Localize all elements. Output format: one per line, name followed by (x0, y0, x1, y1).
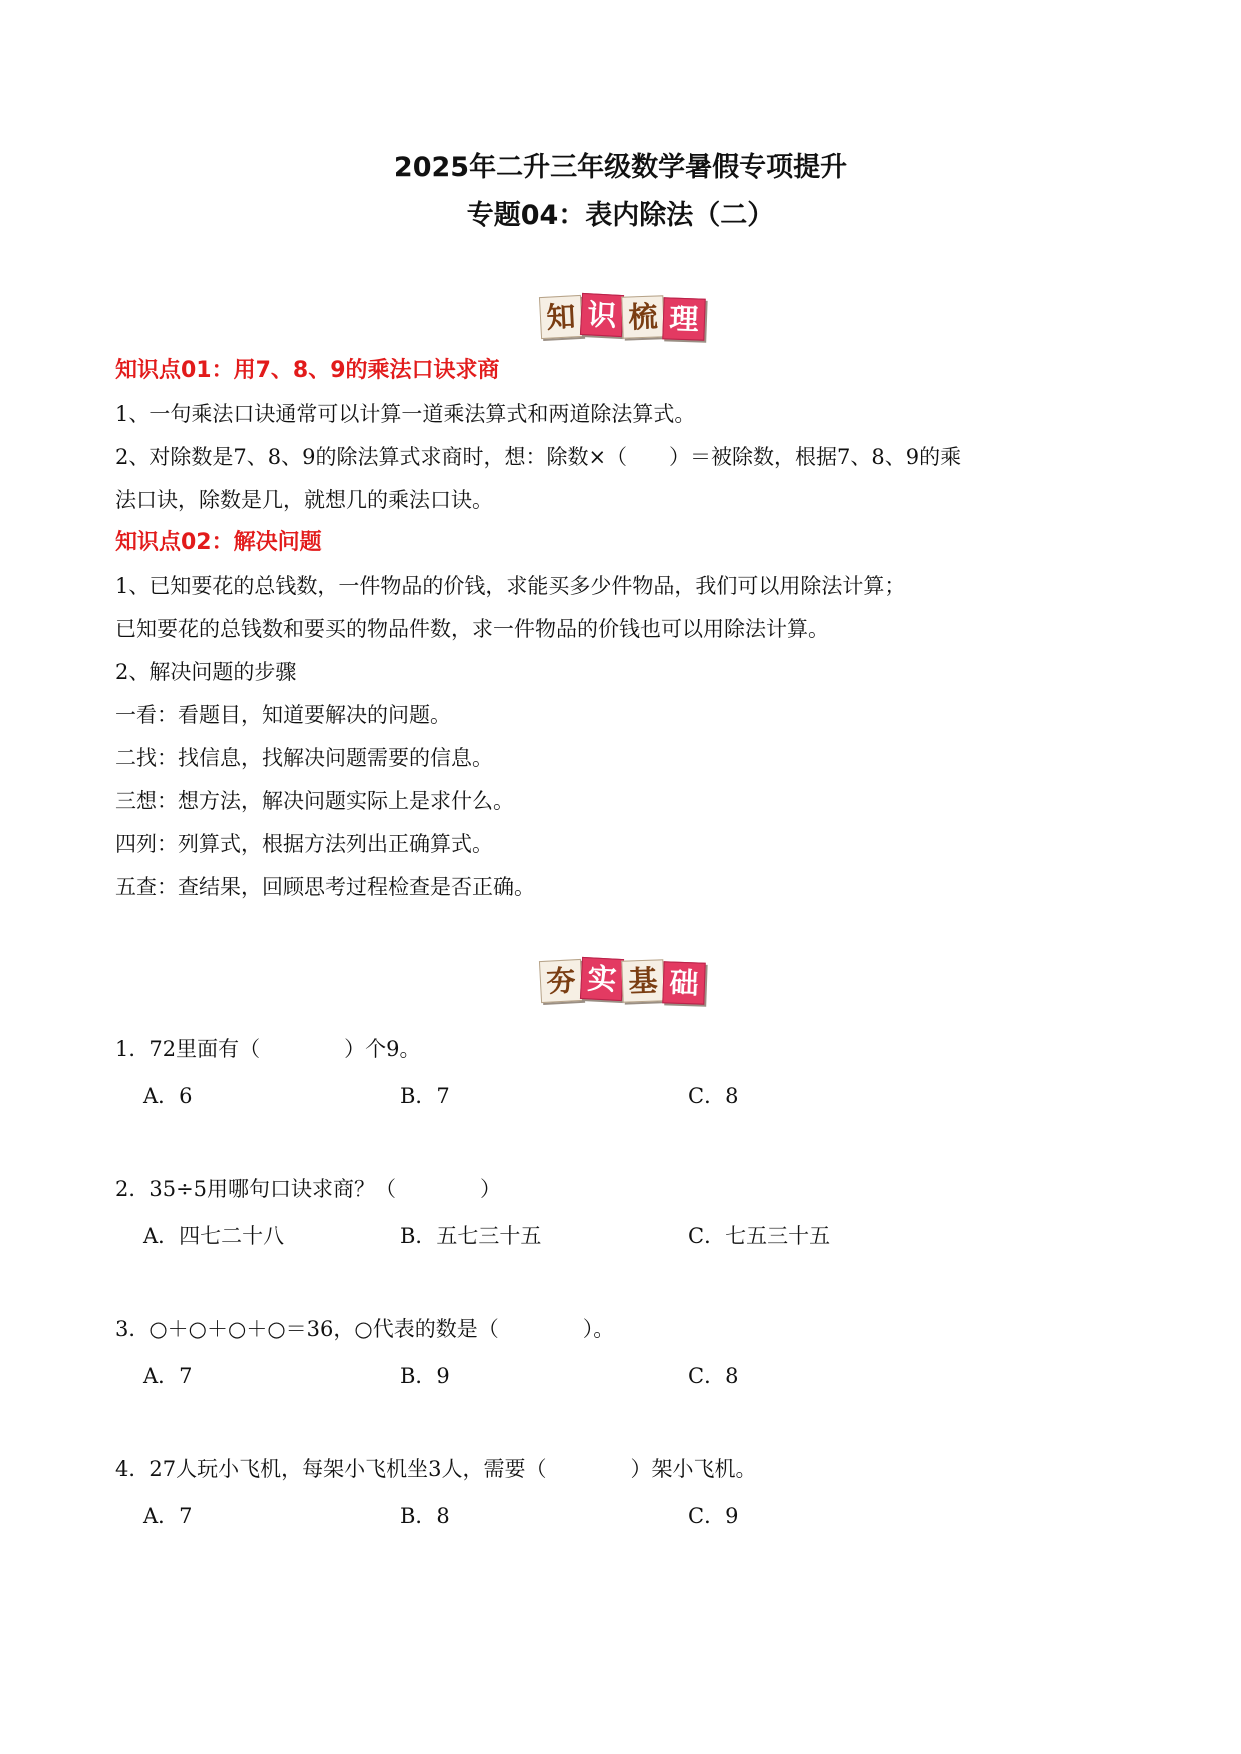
question-2-option-b[interactable]: B．五七三十五 (400, 1224, 542, 1248)
document-subtitle: 专题04：表内除法（二） (466, 200, 775, 231)
question-4-option-a[interactable]: A．7 (143, 1504, 193, 1528)
question-3-option-a[interactable]: A．7 (143, 1364, 193, 1388)
question-1: 1．72里面有（ ）个9。 (115, 1037, 421, 1061)
knowledge-line: 1、一句乘法口诀通常可以计算一道乘法算式和两道除法算式。 (115, 402, 696, 426)
question-1-option-c[interactable]: C．8 (688, 1084, 739, 1108)
question-4: 4．27人玩小飞机，每架小飞机坐3人，需要（ ）架小飞机。 (115, 1457, 757, 1481)
badge-char: 理 (662, 297, 705, 340)
question-3: 3．○＋○＋○＋○＝36，○代表的数是（ ）。 (115, 1317, 615, 1341)
question-1-option-a[interactable]: A．6 (143, 1084, 193, 1108)
knowledge-line: 一看：看题目，知道要解决的问题。 (115, 703, 451, 727)
knowledge-line: 三想：想方法，解决问题实际上是求什么。 (115, 789, 514, 813)
knowledge-point-2-heading: 知识点02：解决问题 (115, 530, 322, 555)
knowledge-line: 二找：找信息，找解决问题需要的信息。 (115, 746, 493, 770)
foundation-badge (540, 956, 708, 1004)
question-4-option-b[interactable]: B．8 (400, 1504, 450, 1528)
badge-char: 实 (580, 957, 624, 1001)
knowledge-line: 四列：列算式，根据方法列出正确算式。 (115, 832, 493, 856)
badge-char: 梳 (621, 295, 664, 338)
question-4-option-c[interactable]: C．9 (688, 1504, 739, 1528)
question-2-option-a[interactable]: A．四七二十八 (143, 1224, 285, 1248)
question-2-option-c[interactable]: C．七五三十五 (688, 1224, 831, 1248)
badge-char: 识 (580, 293, 624, 337)
badge-char: 知 (539, 295, 583, 339)
knowledge-line: 1、已知要花的总钱数，一件物品的价钱，求能买多少件物品，我们可以用除法计算； (115, 574, 906, 598)
badge-char: 基 (621, 959, 664, 1002)
badge-char: 夯 (539, 959, 583, 1003)
question-2: 2．35÷5用哪句口诀求商？（ ） (115, 1177, 502, 1201)
knowledge-review-badge (540, 292, 708, 340)
question-1-option-b[interactable]: B．7 (400, 1084, 450, 1108)
question-3-option-b[interactable]: B．9 (400, 1364, 450, 1388)
badge-char: 础 (662, 961, 705, 1004)
knowledge-point-1-heading: 知识点01：用7、8、9的乘法口诀求商 (115, 358, 500, 383)
document-title: 2025年二升三年级数学暑假专项提升 (393, 152, 848, 183)
knowledge-line: 已知要花的总钱数和要买的物品件数，求一件物品的价钱也可以用除法计算。 (115, 617, 829, 641)
knowledge-line: 2、解决问题的步骤 (115, 660, 297, 684)
knowledge-line: 2、对除数是7、8、9的除法算式求商时，想：除数×（ ）＝被除数，根据7、8、9的乘 (115, 445, 962, 469)
knowledge-line: 五查：查结果，回顾思考过程检查是否正确。 (115, 875, 535, 899)
knowledge-line: 法口诀，除数是几，就想几的乘法口诀。 (115, 488, 493, 512)
question-3-option-c[interactable]: C．8 (688, 1364, 739, 1388)
